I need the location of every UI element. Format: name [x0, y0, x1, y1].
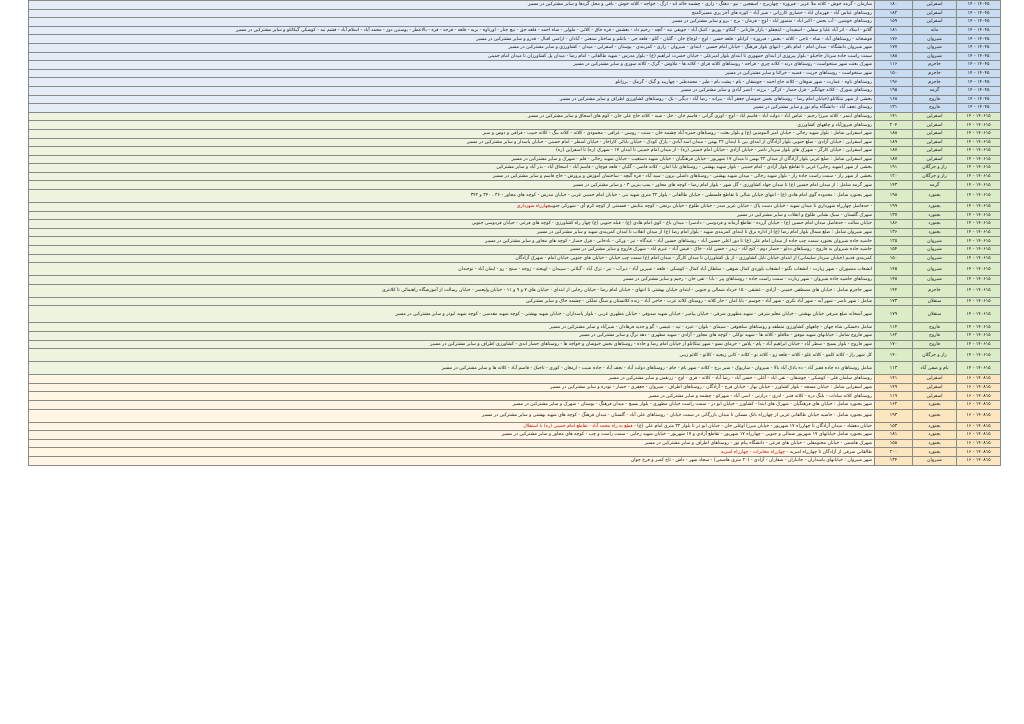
area-description-cell: کمربندی قدیم (خیابان سردار سلیمانی) از ابتدای خیابان نایل کشاورزی - از پل کشاورزان تا میدان کارگر - میدان امام (ع) سمت چپ خیابان - خیابان های جنوبی خیابان امام - شهرک آزادگان [29, 254, 875, 263]
feeder-code-cell: ۱۹۵ [875, 86, 913, 95]
feeder-code-cell: ۱۹۹ [875, 203, 913, 212]
table-row [29, 164, 1001, 173]
feeder-code-cell: ۱۴۱ [875, 375, 913, 384]
area-description-cell: شهرک گلستان - سبک نشانی طلوع و انقلاب و سایر مشترکین در مسیر [29, 211, 875, 220]
city-cell: جاجرم [913, 61, 957, 70]
city-cell: فاروج [913, 104, 957, 113]
area-description-cell [29, 422, 875, 431]
table-row [29, 61, 1001, 70]
highlighted-text: قطع به راه محمد آباد - تقاطع امام خمینی (ره) با استقلال [523, 423, 633, 429]
area-description-cell: انشعاب منصوران - شهر زیارت - انشعاب نگتو - انشعاب بلوردی کمال شوهی - سلطان آباد کمال - کوشکی - قلعه - شیرین آباد - دیزآب - تیر - ترک آباد - گیلانی - سپیدان - اویجنه - زوجه - سنج - رو - ایمان آباد - نوخندان [29, 263, 875, 276]
date-cell: ۱۴۰۴۵ - ۱۴ [957, 35, 1001, 44]
feeder-code-cell: ۱۵۳ [875, 422, 913, 431]
city-cell: فاروج [913, 323, 957, 332]
feeder-code-cell: ۱۵۴ [875, 246, 913, 255]
feeder-code-cell: ۲۰۴ [875, 121, 913, 130]
city-cell: فاروج [913, 340, 957, 349]
feeder-code-cell: ۲۰۰ [875, 448, 913, 457]
feeder-code-cell: ۱۷۳ [875, 297, 913, 306]
date-cell: ۱۴۰۶۱۵ - ۱۴ [957, 276, 1001, 285]
description-text: طالقانی شرقی از آزادگان تا چهارراه امیریه - [785, 449, 872, 455]
city-cell: راز و جرگلان [913, 349, 957, 362]
area-description-cell: حاشیه جاده شیروان بجنورد سمت چپ جاده از میدان امام علی (ع) تا دور اعلی حسین آباد - روستاهای حسین آباد - عیدگاه - تیر - ورکی - بادخانی - قزل حصار - کوچه های مجاور و سایر مشترکین در مسیر [29, 237, 875, 246]
feeder-code-cell: ۱۸۱ [875, 431, 913, 440]
table-row [29, 349, 1001, 362]
area-description-cell: شهر اسفراین : خیابان کارگر - شهرک های بلوار سردار ناصر - خیابان آزادی - خیابان امام خمینی (ره) - از میدان امام خمینی تا ایندان ۱۷ - شهرک (ره) تا اسفراین (ره) [29, 147, 875, 156]
feeder-code-cell: ۱۶۸ [875, 95, 913, 104]
date-cell: ۱۴۰۴۵ - ۱۴ [957, 95, 1001, 104]
table-row [29, 276, 1001, 285]
table-row [29, 147, 1001, 156]
date-cell: ۱۴۰۶۱۵ - ۱۴ [957, 340, 1001, 349]
city-cell: شیروان [913, 35, 957, 44]
city-cell: بام و صفی آباد [913, 362, 957, 375]
area-description-cell: گلانو - اسلاد - اتر آباد علیا و سفلی - اسفیدان - ابنجقلو - بازار قارنانی - گنکاو - پوریو - کنبک آباد - جوبقی نیه - آتچه - رحیم داد - بغشش - قره جاق - کلاتی - ملولی - شاه احمد - قلعه جق - نیچ جنار - اورتاوه - بزبه - قلعه - قرجه - قره - بالاعطر - یوسنبن دوز - محمد آباد - اسلام آباد - قشم نیه - کوشکی گیکانلو و سایر مشترکین در مسیر [29, 26, 875, 35]
feeder-code-cell: ۱۸۸ [875, 52, 913, 61]
table-row [29, 297, 1001, 306]
table-row [29, 190, 1001, 203]
date-cell: ۱۴۰۶۱۵ - ۱۴ [957, 155, 1001, 164]
table-row [29, 323, 1001, 332]
table-row [29, 400, 1001, 409]
feeder-code-cell: ۱۶۲ [875, 332, 913, 341]
area-description-cell: روستاهای ابنمز - کلاته میرزا رحیم - عباس اباد - دولت اباد - قاسم اباد - اوچ - اوزی گرانی - قاسم خان - حل - شیه - کلاته حاج علی خان - کوم های اسحاق و سایر مشترکین در مسیر [29, 112, 875, 121]
area-description-cell: روستای نجف آباد - دانشگاه پیام نور و سایر مشترکین در مسیر [29, 104, 875, 113]
area-description-cell: شهر شیروان شامل : ضلع شمال بلوار امام رضا (ع) از اداره برق تا ابتدای کمربندی شهید - بلوار امام رضا (ع) از میدان انقلاب تا ایندان کمربندی شهید و سایر مشترکین در مسیر [29, 228, 875, 237]
date-cell: ۱۴۰۶۱۵ - ۱۴ [957, 349, 1001, 362]
city-cell: اسفراین [913, 1, 957, 10]
date-cell: ۱۴۰۶۱۵ - ۱۴ [957, 164, 1001, 173]
feeder-code-cell: ۱۱۹ [875, 392, 913, 401]
feeder-code-cell: ۱۳۷ [875, 211, 913, 220]
city-cell: مانه [913, 26, 957, 35]
feeder-code-cell: ۱۴۱ [875, 112, 913, 121]
table-row [29, 9, 1001, 18]
date-cell: ۱۴۰۶۱۵ - ۱۴ [957, 203, 1001, 212]
city-cell: راز و جرگلان [913, 164, 957, 173]
area-description-cell [29, 448, 875, 457]
table-row [29, 246, 1001, 255]
date-cell: ۱۴۰۸۱۵ - ۱۶ [957, 383, 1001, 392]
feeder-code-cell: ۱۷۰ [875, 340, 913, 349]
city-cell: اسفراین [913, 392, 957, 401]
city-cell: شیروان [913, 246, 957, 255]
date-cell: ۱۴۰۶۱۵ - ۱۴ [957, 121, 1001, 130]
area-description-cell: روستاهای شورک - کلاته جهانگیر - قزل حصار - کرگی - برزنه - انصر آبادی و سایر مشترکین در مسیر [29, 86, 875, 95]
date-cell: ۱۴۰۸۱۵ - ۱۶ [957, 375, 1001, 384]
date-cell: ۱۴۰۴۵ - ۱۴ [957, 52, 1001, 61]
area-description-cell: روستاهای کلاته سادات - بلنگ دره - کلاته قنبر - ادری - درازنی - اسی آباد - شهرکو - چشمه و سایر مشترکین در مسیر [29, 392, 875, 401]
feeder-code-cell: ۱۲۵ [875, 237, 913, 246]
table-row [29, 375, 1001, 384]
date-cell: ۱۴۰۶۱۵ - ۱۴ [957, 332, 1001, 341]
table-row [29, 95, 1001, 104]
outage-schedule-table [28, 0, 1001, 466]
area-description-cell [29, 203, 875, 212]
city-cell: اسفراین [913, 375, 957, 384]
date-cell: ۱۴۰۸۱۵ - ۱۶ [957, 409, 1001, 422]
date-cell: ۱۴۰۶۱۵ - ۱۴ [957, 211, 1001, 220]
city-cell: شیروان [913, 43, 957, 52]
feeder-code-cell: ۱۴۴ [875, 284, 913, 297]
city-cell: اسفراین [913, 112, 957, 121]
date-cell: ۱۴۰۶۱۵ - ۱۴ [957, 254, 1001, 263]
feeder-code-cell: ۱۸۸ [875, 129, 913, 138]
table-row [29, 448, 1001, 457]
feeder-code-cell: ۱۷۷ [875, 43, 913, 52]
feeder-code-cell: ۱۳۴ [875, 456, 913, 465]
table-row [29, 121, 1001, 130]
area-description-cell: شهر جاجرم شامل : خیابان های مصطفی خمینی - آزادی - عشقی - ۱۵ خرداد شمالی و جنوبی - ابتدای خیابان بهشتی تا انتهای - خیابان امام رضا - خیابان رجایی از ابتدای - خیابان های ۷ و ۹ و ۱۱ - خیابان ولیعصر - خیابان رسالت از آموزشگاه راهنمائی تا کلانتری [29, 284, 875, 297]
feeder-code-cell: ۱۸۲ [875, 9, 913, 18]
date-cell: ۱۴۰۸۱۵ - ۱۶ [957, 456, 1001, 465]
date-cell: ۱۴۰۶۱۵ - ۱۴ [957, 237, 1001, 246]
date-cell: ۱۴۰۶۱۵ - ۱۴ [957, 181, 1001, 190]
area-description-cell: خیابان شالت - حدفاصل میدان امام حسین (ع) - خیابان آزرده - تقاطع آرمانه و فردوسی - دادسرا - میدان باغ - کوی امام هادی (ع) - قبله جنوبی (ع) چهار راه کشاورزی - کوچه های فرعی - خیابان فردوسی جنوبی [29, 220, 875, 229]
area-description-cell: بخشی از شهر راز - سمت راست جاده راز - بلوار شهید رجائی - میدان شهید بهشتی - روستاهای داشلی برون - سید آباد - قره گیچه - ساختمان آموزش و پرورش - حاج قاسم و سایر مشترکین در مسیر [29, 172, 875, 181]
feeder-code-cell: ۱۲۰ [875, 172, 913, 181]
city-cell: اسفراین [913, 18, 957, 27]
date-cell: ۱۴۰۸۱۵ - ۱۶ [957, 431, 1001, 440]
area-description-cell: شهر شیروان : خیابانهای پاسداران - جانبازان - شفاران - آزادی - (۲۰ متری هاشمی) - سجاد شهر - داش - تاج کمبر و فرخ جوان [29, 456, 875, 465]
city-cell: بجنورد [913, 228, 957, 237]
date-cell: ۱۴۰۶۱۵ - ۱۴ [957, 263, 1001, 276]
area-description-cell: شهر بجنورد شامل : خیابان های فرهنگیان - شهرک های ابتدا - کشاورز - خیابان ابو ذر - سمت راست خیابان مطهری - بلوار بسیج - میدان فرهنگ - بوستان - شهرک و سایر مشترکین در مسیر [29, 400, 875, 409]
table-row [29, 306, 1001, 323]
table-row [29, 78, 1001, 87]
date-cell: ۱۴۰۶۱۵ - ۱۴ [957, 147, 1001, 156]
feeder-code-cell: ۱۸۹ [875, 138, 913, 147]
city-cell: جاجرم [913, 284, 957, 297]
city-cell: جاجرم [913, 69, 957, 78]
city-cell: شیروان [913, 237, 957, 246]
area-description-cell: سمت راست جاده سردار حاجیلو - بلوار پیروزی از ابتدای جمهوری تا ابتدای بلوار امیرعلی - خیابان حضرت ابراهیم (ع) - بلوار مدرس - شهید طالقانی - امام رضا - میدان پل کشاورزان تا میدان امام خمینی [29, 52, 875, 61]
area-description-cell: شهر اسفراین شامل : بلوار شهید رجائی - خیابان امیر المومنین (ع) و بلوار بعثت - روستاهای حمزه آباد چشمه خان - ستت - روسن - عراقی - محمودی - کلاته - کلاته بیگ - کلاته حبیب - قراقی و دوس و سیر [29, 129, 875, 138]
description-text: - حدفاصل چهارراه شهرداری تا میدان شهید - خیابان دست پاک - خیابان عزیز صدر - خیابان طلوع - خیابان برنجی - کوچه بنتایش - قسمتی از کوچه کرم آی - شهرکی جنوبی [550, 204, 872, 210]
feeder-code-cell: ۱۹۸ [875, 190, 913, 203]
table-row [29, 263, 1001, 276]
area-description-cell: شهر بجنورد شامل خیابانهای ۱۷ شهریور شمالی و جنوبی - چهارراه ۱۷ شهریور - تقاطع آزادی و ۱۷ شهریور - خیابان شهید رجایی - سمت راست و چپ - کوچه های مجاور و سایر مشترکین در مسیر [29, 431, 875, 440]
feeder-code-cell: ۱۵۹ [875, 18, 913, 27]
city-cell: اسفراین [913, 121, 957, 130]
area-description-cell: شهر اسفراین : خیابان آزادی - ضلع جنوبی بلوار آزادگان از ابتدای بین تا ایندان ۲۲ بهمن - میدان اسد آبادی - پارک کودک - خیابان بابائی کاراخاز - خیابان اسطر - امام خمینی - خیابان پاسدار و سایر مشترکین در مسیر [29, 138, 875, 147]
table-row [29, 220, 1001, 229]
table-row [29, 254, 1001, 263]
area-description-cell: روستاهای ناوه - عمارت - شهر شوقان - کلاته حاج احمد - جوشقان - بام - پشت بام - طبر - محمدطبر - چهاربید و گیک - گرمک - برزانلو [29, 78, 875, 87]
feeder-code-cell: ۱۴۰ [875, 349, 913, 362]
city-cell: فاروج [913, 332, 957, 341]
date-cell: ۱۴۰۴۵ - ۱۴ [957, 9, 1001, 18]
date-cell: ۱۴۰۶۱۵ - ۱۴ [957, 129, 1001, 138]
city-cell: شیروان [913, 263, 957, 276]
table-row [29, 340, 1001, 349]
table-row [29, 129, 1001, 138]
table-row [29, 172, 1001, 181]
table-row [29, 203, 1001, 212]
table-row [29, 284, 1001, 297]
area-description-cell: شهر اسفراین شامل : ضلع غربی بلوار آزادگان از میدان ۲۲ بهمن تا میدان ۱۷ شهریور - خیابان فرهنگیان - خیابان شهید دستغیب - خیابان شهید رجائی - قلم - شهرک و سایر مشترکین در مسیر [29, 155, 875, 164]
table-row [29, 86, 1001, 95]
area-description-cell: روستاهای حاشیه جاده شیروان - شهر زیارت - سمت راست جاده - روستاهای پیر - بابا - تقی خان - رحیم و سایر مشترکین در مسیر [29, 276, 875, 285]
feeder-code-cell: ۱۷۹ [875, 306, 913, 323]
date-cell: ۱۴۰۶۱۵ - ۱۴ [957, 138, 1001, 147]
table-row [29, 181, 1001, 190]
date-cell: ۱۴۰۶۱۵ - ۱۴ [957, 246, 1001, 255]
area-description-cell: شهر بجنورد شامل : حاشیه خیابان طالقانی غربی از چهارراه بانک مسکن تا میدان بازرگانی در سمت خیابان - روستاهای علی آباد - گلستان - میدان فرهنگ - کوچه های شهید بهشتی و سایر مشترکین در مسیر [29, 409, 875, 422]
city-cell: بجنورد [913, 220, 957, 229]
feeder-code-cell: ۱۳۶ [875, 228, 913, 237]
date-cell: ۱۴۰۶۱۵ - ۱۴ [957, 190, 1001, 203]
table-row [29, 431, 1001, 440]
area-description-cell: شامل : شهر ناصر - شهر آیه - شهر آباد نکری - شهر آباد - جوسم - بابا امان - جار کلاته - روستای کلاته عرب - حاجی آباد - زنده کلاتستان و سنگ تملکی - چشمه خاک و سایر مشترکین [29, 297, 875, 306]
area-description-cell: شهرک هاشمی - خیابان مختومقلی - خیابان های فرعی - دانشگاه پیام نور - روستاهای اطراف و سایر مشترکین در مسیر [29, 439, 875, 448]
city-cell: بجنورد [913, 439, 957, 448]
area-description-cell: شهر فاروج شامل : خیابانهای شهید موفق - ملاقلو - کلاته ها - شهید توکلی - کوچه های مجاور - آزادی - شهید مطهری - دهه نزگ و سایر مشترکین در مسیر [29, 332, 875, 341]
feeder-code-cell: ۱۴۳ [875, 181, 913, 190]
area-description-cell: شهر سنخواست - روستاهای حریت - قصبه - خرائنا و سایر مشترکین در مسیر [29, 69, 875, 78]
city-cell: بجنورد [913, 190, 957, 203]
table-row [29, 1, 1001, 10]
area-description-cell: شهر آشخانه ضلع شرقی خیابان بهشتی - خیابان معلم شرقی - شهید مطهری شرقی - خیابان پیامبر - خیابان شهید صدوقی - خیابان مطهری غربی - بلوار پاسداران - خیابان شهید بهشتی - کوچه شهید مقدسی - کوچه شهید ابوذر و سایر مشترکین در مسیر [29, 306, 875, 323]
feeder-code-cell: ۱۸۷ [875, 155, 913, 164]
table-row [29, 35, 1001, 44]
city-cell: شیروان [913, 254, 957, 263]
date-cell: ۱۴۰۸۱۵ - ۱۶ [957, 392, 1001, 401]
date-cell: ۱۴۰۶۱۵ - ۱۴ [957, 220, 1001, 229]
table-row [29, 69, 1001, 78]
area-description-cell: روستاهای خوشین - آب بخش - اکبر اباد - منصور اباد - اوچ - فرمان - برج - بزو و سایر مشترکین در مسیر [29, 18, 875, 27]
table-row [29, 112, 1001, 121]
city-cell: بجنورد [913, 431, 957, 440]
city-cell: اسفراین [913, 155, 957, 164]
city-cell: اسفراین [913, 147, 957, 156]
area-description-cell: بخشی از شهر تیتکانلو (خیابان امام رضا - روستاهای بخش خبوشان جعفر آباد - پیرانه - رضا آباد - دیگی - بک - روستاهای کشاورزی اطراف و سایر مشترکین در مسیر [29, 95, 875, 104]
feeder-code-cell: ۱۶۲ [875, 400, 913, 409]
date-cell: ۱۴۰۸۱۵ - ۱۶ [957, 400, 1001, 409]
city-cell: بجنورد [913, 203, 957, 212]
schedule-sheet [28, 0, 1000, 720]
city-cell: سنقلان [913, 297, 957, 306]
feeder-code-cell: ۱۹۶ [875, 78, 913, 87]
area-description-cell: شهرک بعثت شهر سنخواست - روستاهای درنه - کلاته چری - قراجه - روستاهای کلاته قرای - کلاته ها - ملاوش - گرک - کلاته سوری و سایر مشترکین در مسیر [29, 61, 875, 70]
feeder-code-cell: ۱۱۳ [875, 362, 913, 375]
feeder-code-cell: ۱۸۶ [875, 220, 913, 229]
table-row [29, 439, 1001, 448]
date-cell: ۱۴۰۴۵ - ۱۴ [957, 69, 1001, 78]
date-cell: ۱۴۰۶۱۵ - ۱۴ [957, 172, 1001, 181]
feeder-code-cell: ۱۸۰ [875, 1, 913, 10]
feeder-code-cell: ۱۳۱ [875, 104, 913, 113]
city-cell: گرمه [913, 86, 957, 95]
date-cell: ۱۴۰۸۱۵ - ۱۶ [957, 439, 1001, 448]
highlighted-text: چهارراه مخابرات - چهارراه امیریه [721, 449, 786, 455]
date-cell: ۱۴۰۴۵ - ۱۴ [957, 78, 1001, 87]
table-row [29, 43, 1001, 52]
table-row [29, 237, 1001, 246]
area-description-cell: شهر فاروج - بلوار بسیج - سطر آباد - خیابان ابراهیم آباد - پام - پلاس - خرمای نسو - شهر تیتکانلو از خیابان امام رضا و جاده - روستاهای بخش خبوشان و خواجه ها - روستاهای حصار ابدی - کشاورزی اطراف و سایر مشترکین در مسیر [29, 340, 875, 349]
feeder-code-cell: ۱۹۱ [875, 164, 913, 173]
description-text: خیابان دهشاد - میدان آزادگان تا چهارراه ۱۷ شهریور - خیابان میرزا اوغلی خان - خیابان ابو ذر تا بلوار ۳۲ متری امام علی (ع) - [632, 423, 872, 429]
city-cell: بجنورد [913, 400, 957, 409]
area-description-cell: شهر گرمه شامل : از میدان امام حسین (ع) تا میدان جهاد کشاورزی - گل شهر - بلوار امام رضا - کوچه های مجاور - پمپ بنزین ۳ - و سایر مشترکین در مسیر [29, 181, 875, 190]
table-row [29, 409, 1001, 422]
area-description-cell: شهر شیروان دانشگاه - میدان امام - امام باقر - انتهای بلوار فرهنگ - خیابان امام حسین - ابتدای - شیروان - رازی - کمربندی - بوستان - اسفراین - میدان - کشاورزی و سایر مشترکین در مسیر [29, 43, 875, 52]
table-row [29, 383, 1001, 392]
city-cell: شیروان [913, 52, 957, 61]
area-description-cell: روستاهای سلمان قلی - کوشکی - جوشقان - نقی اباد - آغلی - حسن آباد - رضا آباد - کلاته - قزی - اوچ - زرنقش و سایر مشترکین در مسیر [29, 375, 875, 384]
date-cell: ۱۴۰۶۱۵ - ۱۴ [957, 306, 1001, 323]
area-description-cell: شهر اسفراین شامل : خیابان مسجد - بلوار کشاورز - خیابان بهار - خیابان فرخ - آزادگان - روستاهای اطراف - شیروان - جعفری - حصار - نودره و سایر مشترکین در مسیر [29, 383, 875, 392]
date-cell: ۱۴۰۶۱۵ - ۱۴ [957, 112, 1001, 121]
feeder-code-cell: ۱۴۸ [875, 276, 913, 285]
area-description-cell: کل شهر راز - کلاته کلمو - کلاته غلو - کلاته - قلعه زو - کلاته نو - کلاته - کانی زیجیه - کلاتو - کلاتو زیبی [29, 349, 875, 362]
table-row [29, 211, 1001, 220]
city-cell: جاجرم [913, 78, 957, 87]
highlighted-text: چهارراه شهرداری [516, 204, 551, 210]
table-row [29, 332, 1001, 341]
table-row [29, 104, 1001, 113]
city-cell: شیروان [913, 456, 957, 465]
city-cell: شیروان [913, 276, 957, 285]
date-cell: ۱۴۰۶۱۵ - ۱۴ [957, 297, 1001, 306]
city-cell: بجنورد [913, 211, 957, 220]
date-cell: ۱۴۰۸۱۵ - ۱۶ [957, 422, 1001, 431]
area-description-cell: شامل دخسکی شاه جهان - چاههای کشاورزی منطقه و روستاهای سلجوقی - سیمای - بلوان - عیزد - تید - عیسی - گو و جدید فرهادان - شیرآباد و سایر مشترکین در مسیر [29, 323, 875, 332]
city-cell: بجنورد [913, 409, 957, 422]
feeder-code-cell: ۱۴۹ [875, 383, 913, 392]
date-cell: ۱۴۰۴۵ - ۱۴ [957, 86, 1001, 95]
table-row [29, 456, 1001, 465]
date-cell: ۱۴۰۴۵ - ۱۴ [957, 18, 1001, 27]
area-description-cell: بخشی از شهر (شهید رجایی) غربی تا تقاطع بلوار آزادی - امام خمینی - بلوار شهید بهشتی - روستاهای بابا امان - کلاته قاضی - گلیان - قلعه قوچان - قاسم آباد - اسحاق آباد - بدر آباد و سایر مشترکین [29, 164, 875, 173]
date-cell: ۱۴۰۴۵ - ۱۴ [957, 104, 1001, 113]
feeder-code-cell: ۱۵۰ [875, 69, 913, 78]
city-cell: سنقلان [913, 306, 957, 323]
date-cell: ۱۴۰۸۱۵ - ۱۶ [957, 448, 1001, 457]
feeder-code-cell: ۱۸۷ [875, 147, 913, 156]
city-cell: فاروج [913, 95, 957, 104]
date-cell: ۱۴۰۴۵ - ۱۴ [957, 61, 1001, 70]
feeder-code-cell: ۱۵۰ [875, 254, 913, 263]
feeder-code-cell: ۱۵۸ [875, 439, 913, 448]
table-row [29, 392, 1001, 401]
area-description-cell: سازمان - گرمه خوش - کلاته ملا عزیز - فیروزه - چهاربرج - اسفجین - نیو - دهنگ - زاری - چشمه خاله اند - ارگ - خواجه - کلاته خوش - باقی و محل گردها و سایر مشترکین در مسیر [29, 1, 875, 10]
date-cell: ۱۴۰۴۵ - ۱۴ [957, 26, 1001, 35]
city-cell: بجنورد [913, 448, 957, 457]
feeder-code-cell: ۱۱۴ [875, 323, 913, 332]
feeder-code-cell: ۱۹۳ [875, 409, 913, 422]
feeder-code-cell: ۱۱۶ [875, 61, 913, 70]
date-cell: ۱۴۰۶۱۵ - ۱۴ [957, 323, 1001, 332]
area-description-cell: شهر بجنورد شامل : محدوده گوی امام هادی (ع) - انتهای خیابان شالی تا تقاطع فلسطین - خیابان طالقانی - بلوار ۳۲ متری شهید نبی - خیابان امام خمینی غربی - خیابان مدرس - کوچه های مجاور - ۳۶ ، ۳۴۰ و ۳۴۲ [29, 190, 875, 203]
table-row [29, 228, 1001, 237]
table-row [29, 26, 1001, 35]
date-cell: ۱۴۰۴۵ - ۱۴ [957, 43, 1001, 52]
area-description-cell: حاشیه جاده شیروان به فاروج - روستاهای ددلو - حصار دوم - کنج آباد - زیدر - حسن اباد - خاک - قیش آباد - عبرم اباد - شهرک فاروج و سایر مشترکین در مسیر [29, 246, 875, 255]
city-cell: راز و جرگلان [913, 172, 957, 181]
city-cell: بجنورد [913, 422, 957, 431]
area-description-cell: قوشخانه - روستاهای آباد - شاه - تاجی - کلاته - بخش - فیروزه - کراتلو - قلعه حسن - اوچ - اوچاغ خان - گلیان - آتلو - قلعه جی - باتتلم و ساختار صنعتی - آبادان - اراضی اقبال - قدرو و سایر مشترکین در مسیر [29, 35, 875, 44]
date-cell: ۱۴۰۶۱۵ - ۱۴ [957, 362, 1001, 375]
feeder-code-cell: ۱۸۱ [875, 26, 913, 35]
table-row [29, 18, 1001, 27]
date-cell: ۱۴۰۴۵ - ۱۴ [957, 1, 1001, 10]
city-cell: اسفراین [913, 138, 957, 147]
area-description-cell: روستاهای فیروزآباد و چاههای کشاورزی [29, 121, 875, 130]
schedule-body [29, 1, 1001, 466]
table-row [29, 422, 1001, 431]
city-cell: اسفراین [913, 129, 957, 138]
city-cell: گرمه [913, 181, 957, 190]
feeder-code-cell: ۱۴۵ [875, 263, 913, 276]
date-cell: ۱۴۰۶۱۵ - ۱۴ [957, 284, 1001, 297]
city-cell: اسفراین [913, 383, 957, 392]
area-description-cell: روستاهای عباس آباد - قهرمان اباد - حصاری کارزانی - شیر آباد - کوره های آجر پزی مسیرالمنج [29, 9, 875, 18]
city-cell: اسفراین [913, 9, 957, 18]
table-row [29, 52, 1001, 61]
date-cell: ۱۴۰۶۱۵ - ۱۴ [957, 228, 1001, 237]
feeder-code-cell: ۱۷۶ [875, 35, 913, 44]
table-row [29, 362, 1001, 375]
table-row [29, 155, 1001, 164]
area-description-cell: شامل روستاهای ده جاده فقیر آباد - ده یادک آباد بالا - شیروان - ساریوک - شیر برج - کلاته - شهر بام - جام - روستاهای دولت آباد - نجف آباد - جاده شیب - ارمغان - کوری - تاجیک - قاسم آباد - کلاته ها و سایر مشترکین در مسیر [29, 362, 875, 375]
table-row [29, 138, 1001, 147]
